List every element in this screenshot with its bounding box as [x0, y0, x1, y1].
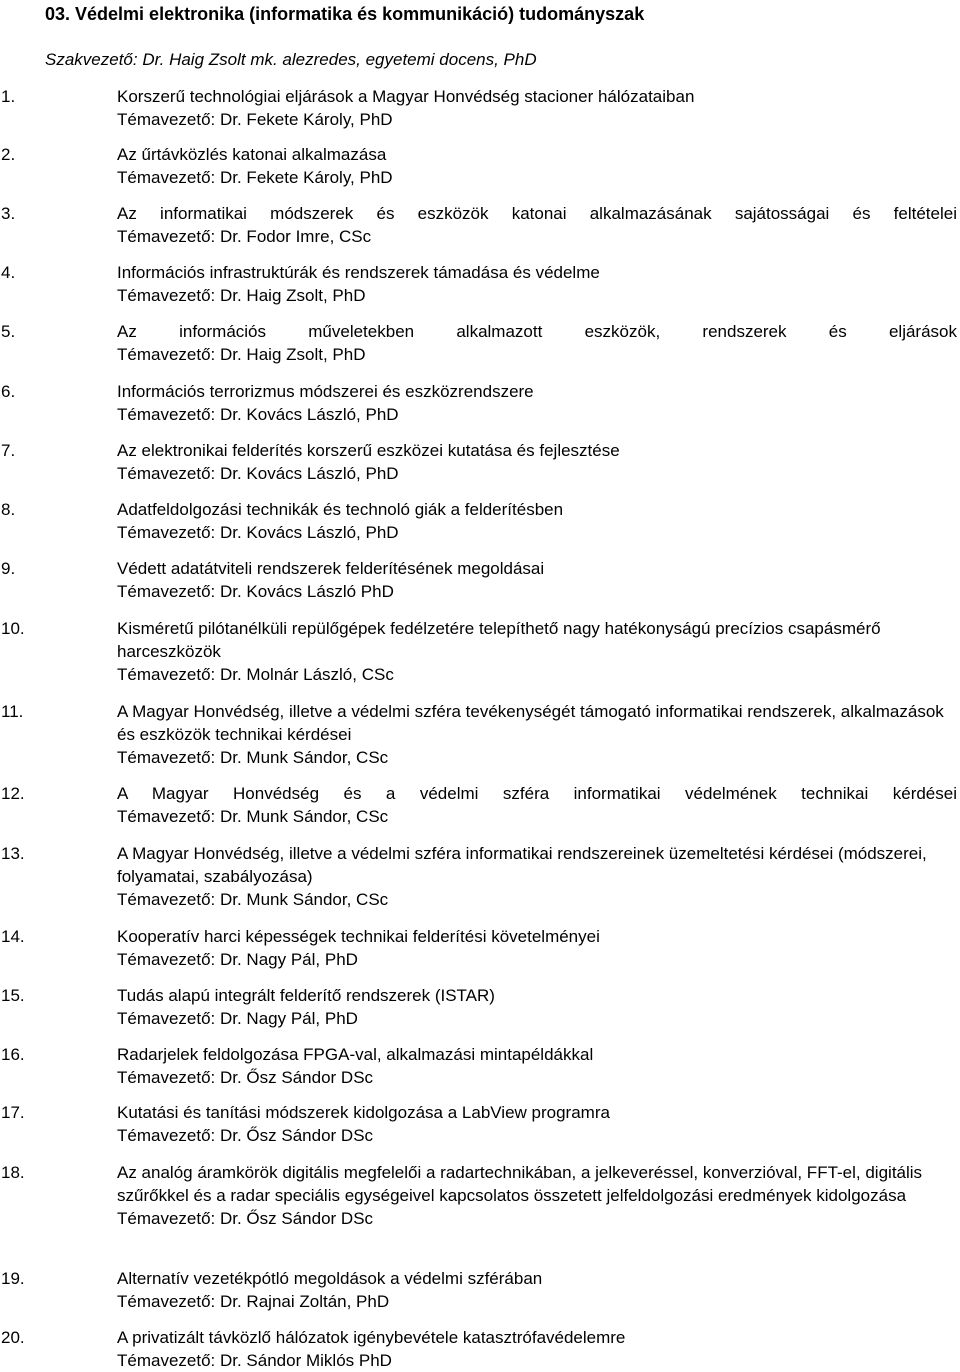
topic-number: 8.: [1, 500, 16, 519]
topic-number: 4.: [1, 263, 16, 282]
topic-body: [117, 261, 957, 307]
topic-number: 5.: [1, 322, 16, 341]
topic-body: [117, 1326, 957, 1372]
topic-title: A Magyar Honvédség, illetve a védelmi szféra informatikai rendszereinek üzemeltetési kérdései (módszerei, folyamatai, szabályozása): [117, 844, 927, 886]
topic-number: 6.: [1, 382, 16, 401]
topic-title: A Magyar Honvédség és a védelmi szféra informatikai védelmének technikai kérdései: [117, 784, 957, 803]
topic-title: Az űrtávközlés katonai alkalmazása: [117, 145, 387, 164]
topic-body: [117, 1267, 957, 1313]
topic-number: 2.: [1, 145, 16, 164]
topic-body: [117, 202, 957, 248]
topic-body: [117, 842, 957, 911]
topic-supervisor: Témavezető: Dr. Kovács László, PhD: [117, 405, 399, 424]
topic-title: Radarjelek feldolgozása FPGA-val, alkalmazási mintapéldákkal: [117, 1045, 594, 1064]
topic-title: Alternatív vezetékpótló megoldások a védelmi szférában: [117, 1269, 543, 1288]
topic-supervisor: Témavezető: Dr. Fodor Imre, CSc: [117, 227, 372, 246]
topic-number: 3.: [1, 204, 16, 223]
topic-body: [117, 984, 957, 1030]
topic-title: A privatizált távközlő hálózatok igénybevétele katasztrófavédelemre: [117, 1328, 626, 1347]
topic-title: Információs terrorizmus módszerei és eszközrendszere: [117, 382, 534, 401]
topic-number: 17.: [1, 1103, 25, 1122]
topic-body: [117, 782, 957, 828]
topic-title: Az informatikai módszerek és eszközök katonai alkalmazásának sajátosságai és feltételei: [117, 204, 957, 223]
topic-body: [117, 320, 957, 366]
topic-body: [117, 1161, 957, 1230]
topic-title: Információs infrastruktúrák és rendszerek támadása és védelme: [117, 263, 600, 282]
topic-supervisor: Témavezető: Dr. Ősz Sándor DSc: [117, 1068, 374, 1087]
topic-number: 7.: [1, 441, 16, 460]
topic-number: 16.: [1, 1045, 25, 1064]
topic-body: [117, 1043, 957, 1089]
topic-number: 18.: [1, 1163, 25, 1182]
topic-number: 1.: [1, 87, 16, 106]
topic-body: [117, 85, 957, 131]
topic-supervisor: Témavezető: Dr. Fekete Károly, PhD: [117, 168, 393, 187]
topic-number: 14.: [1, 927, 25, 946]
topic-supervisor: Témavezető: Dr. Munk Sándor, CSc: [117, 748, 389, 767]
topic-body: [117, 700, 957, 769]
topic-number: 15.: [1, 986, 25, 1005]
topic-number: 11.: [1, 702, 24, 721]
topic-title: Kutatási és tanítási módszerek kidolgozása a LabView programra: [117, 1103, 610, 1122]
topic-supervisor: Témavezető: Dr. Ősz Sándor DSc: [117, 1126, 374, 1145]
topic-body: [117, 1101, 957, 1147]
topic-supervisor: Témavezető: Dr. Ősz Sándor DSc: [117, 1209, 374, 1228]
topic-supervisor: Témavezető: Dr. Haig Zsolt, PhD: [117, 286, 366, 305]
topic-title: Adatfeldolgozási technikák és technoló giák a felderítésben: [117, 500, 564, 519]
topic-number: 12.: [1, 784, 25, 803]
topic-number: 10.: [1, 619, 25, 638]
topic-body: [117, 439, 957, 485]
topic-number: 9.: [1, 559, 16, 578]
section-heading: 03. Védelmi elektronika (informatika és kommunikáció) tudományszak: [45, 4, 645, 24]
topic-title: Az információs műveletekben alkalmazott eszközök, rendszerek és eljárások: [117, 322, 957, 341]
topic-title: A Magyar Honvédség, illetve a védelmi szféra tevékenységét támogató informatikai rendszerek, alkalmazások és eszközök technikai kérdései: [117, 702, 944, 744]
topic-title: Korszerű technológiai eljárások a Magyar Honvédség stacioner hálózataiban: [117, 87, 695, 106]
topic-body: [117, 557, 957, 603]
topic-supervisor: Témavezető: Dr. Munk Sándor, CSc: [117, 890, 389, 909]
topic-title: Az elektronikai felderítés korszerű eszközei kutatása és fejlesztése: [117, 441, 620, 460]
topic-number: 13.: [1, 844, 25, 863]
topic-supervisor: Témavezető: Dr. Nagy Pál, PhD: [117, 1009, 358, 1028]
topic-number: 20.: [1, 1328, 25, 1347]
topic-title: Védett adatátviteli rendszerek felderítésének megoldásai: [117, 559, 545, 578]
topic-supervisor: Témavezető: Dr. Sándor Miklós PhD: [117, 1351, 392, 1370]
topic-number: 19.: [1, 1269, 25, 1288]
topic-supervisor: Témavezető: Dr. Nagy Pál, PhD: [117, 950, 358, 969]
program-leader: Szakvezető: Dr. Haig Zsolt mk. alezredes, egyetemi docens, PhD: [45, 50, 537, 69]
topic-supervisor: Témavezető: Dr. Kovács László PhD: [117, 582, 394, 601]
topic-body: [117, 143, 957, 189]
topic-supervisor: Témavezető: Dr. Molnár László, CSc: [117, 665, 394, 684]
topic-supervisor: Témavezető: Dr. Fekete Károly, PhD: [117, 110, 393, 129]
topic-title: Az analóg áramkörök digitális megfelelői a radartechnikában, a jelkeveréssel, konverzióval, FFT-el, digitális szűrőkkel és a radar speciális egységeivel kapcsolatos összetett jelfeldolgozási eredmények kidolgozása: [117, 1163, 923, 1205]
topic-body: [117, 498, 957, 544]
topic-supervisor: Témavezető: Dr. Haig Zsolt, PhD: [117, 345, 366, 364]
topic-supervisor: Témavezető: Dr. Kovács László, PhD: [117, 464, 399, 483]
topic-body: [117, 380, 957, 426]
topic-title: Tudás alapú integrált felderítő rendszerek (ISTAR): [117, 986, 495, 1005]
topic-supervisor: Témavezető: Dr. Munk Sándor, CSc: [117, 807, 389, 826]
topic-body: [117, 925, 957, 971]
topic-body: [117, 617, 957, 686]
topic-title: Kooperatív harci képességek technikai felderítési követelményei: [117, 927, 600, 946]
topic-supervisor: Témavezető: Dr. Kovács László, PhD: [117, 523, 399, 542]
topic-supervisor: Témavezető: Dr. Rajnai Zoltán, PhD: [117, 1292, 390, 1311]
topic-title: Kisméretű pilótanélküli repülőgépek fedélzetére telepíthető nagy hatékonyságú precízios csapásmérő harceszközök: [117, 619, 881, 661]
